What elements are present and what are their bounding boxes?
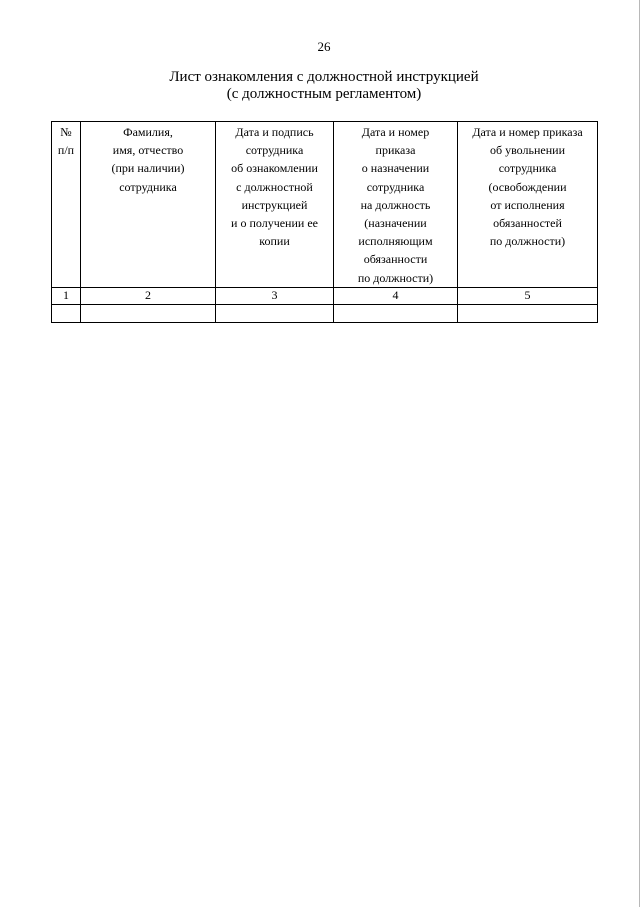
header-line: от исполнения [490, 197, 565, 212]
header-line: на должность [360, 197, 431, 212]
empty-cell [52, 304, 81, 322]
header-cell-acknowledgement-date [216, 122, 334, 288]
header-line: и о получении ее [231, 216, 318, 231]
header-line: копии [259, 234, 290, 249]
header-line: обязанности [363, 252, 428, 267]
header-line: сотрудника [119, 179, 177, 194]
column-number: 2 [81, 287, 216, 304]
table-header-row [52, 122, 598, 288]
page-number: 26 [317, 39, 331, 54]
empty-cell [334, 304, 458, 322]
empty-cell [458, 304, 598, 322]
header-line: сотрудника [366, 179, 425, 194]
empty-cell [81, 304, 216, 322]
header-line: по должности) [489, 234, 566, 249]
header-line: по должности) [357, 270, 434, 285]
header-line: инструкцией [241, 197, 308, 212]
column-number: 1 [52, 287, 81, 304]
header-line: Фамилия, [123, 125, 173, 139]
header-line: № [60, 125, 72, 139]
header-cell-name [81, 122, 216, 288]
header-line: приказа [375, 143, 416, 158]
header-line: (освобождении [488, 179, 567, 194]
header-cell-index [52, 122, 81, 288]
header-line: с должностной [236, 179, 313, 194]
header-line: Дата и подпись [235, 125, 314, 139]
header-line: п/п [57, 143, 75, 158]
header-line: об ознакомлении [231, 161, 318, 176]
column-number: 3 [216, 287, 334, 304]
empty-cell [216, 304, 334, 322]
header-line: сотрудника [498, 161, 557, 176]
header-line: об увольнении [489, 143, 565, 158]
acknowledgement-table [51, 121, 598, 323]
header-cell-dismissal-order [458, 122, 598, 288]
document-title [0, 69, 640, 103]
header-line: (при наличии) [111, 161, 185, 176]
column-number-row [52, 287, 598, 304]
header-line: имя, отчество [112, 143, 184, 158]
title-line-1: Лист ознакомления с должностной инструкцией [169, 69, 479, 85]
header-line: (назначении [364, 216, 427, 231]
header-line: о назначении [361, 161, 430, 176]
table-row [52, 304, 598, 322]
column-number: 4 [334, 287, 458, 304]
header-line: Дата и номер приказа [472, 125, 583, 139]
header-cell-appointment-order [334, 122, 458, 288]
header-line: сотрудника [245, 143, 304, 158]
header-line: исполняющим [358, 234, 433, 249]
header-line: Дата и номер [361, 125, 430, 139]
title-line-2: (с должностным регламентом) [226, 86, 422, 102]
column-number: 5 [458, 287, 598, 304]
header-line: обязанностей [493, 216, 562, 231]
